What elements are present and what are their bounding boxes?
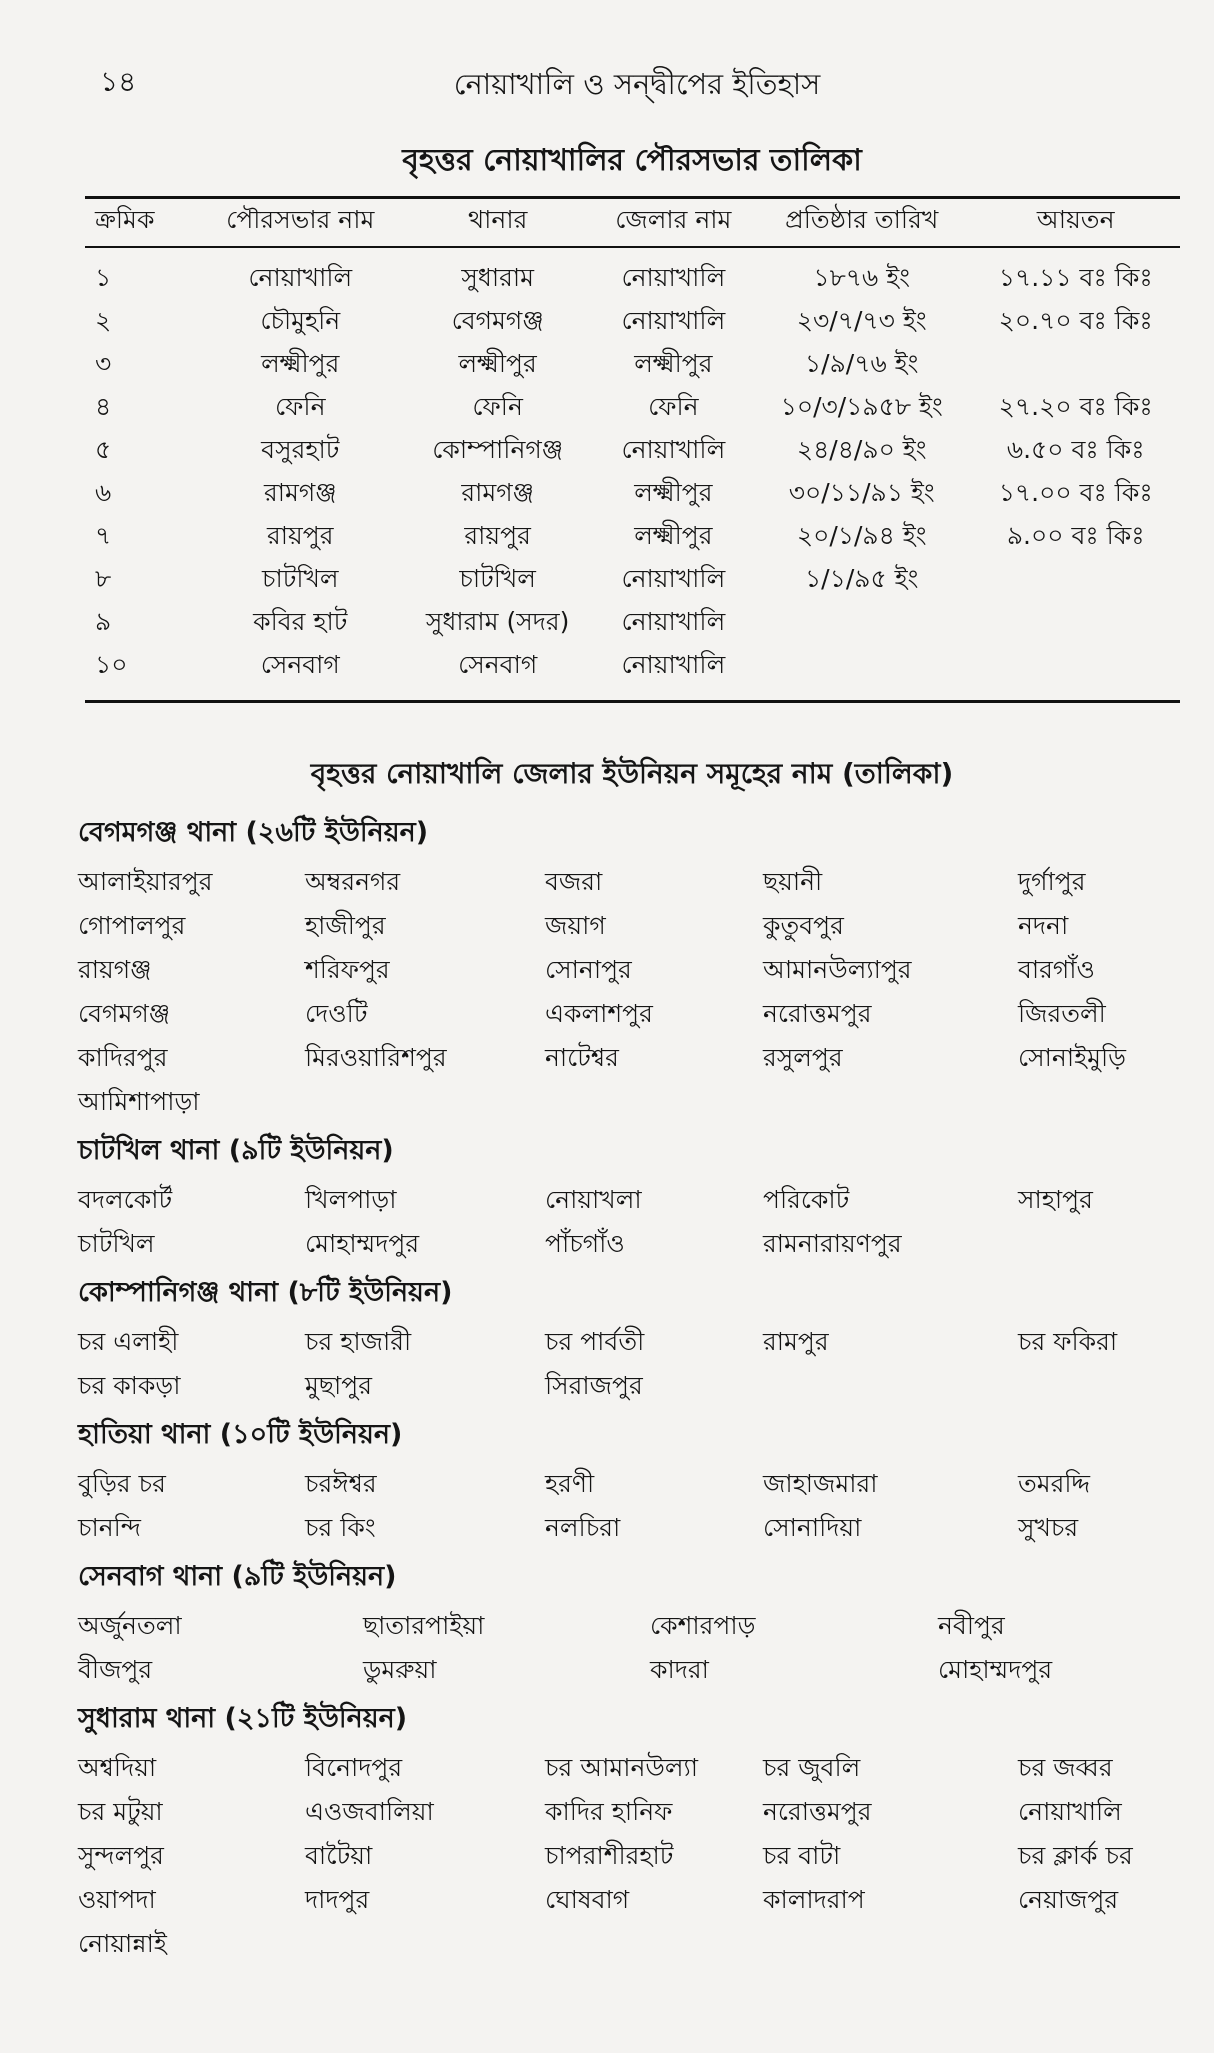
union-name: চর কিং: [305, 1513, 376, 1542]
table-cell: ৬.৫০ বঃ কিঃ: [1006, 435, 1145, 464]
union-name: বাটৈয়া: [305, 1841, 373, 1870]
union-row: [78, 1920, 1188, 1964]
table-bottom-rule: [85, 700, 1180, 703]
union-name: রায়গঞ্জ: [78, 955, 152, 984]
union-name: নরোত্তমপুর: [763, 1797, 872, 1826]
table-cell: নোয়াখালি: [621, 564, 726, 593]
table-cell: [971, 602, 1180, 645]
union-name: চানন্দি: [78, 1513, 141, 1542]
union-name: শরিফপুর: [305, 955, 390, 984]
union-name: ছাতারপাইয়া: [363, 1611, 485, 1640]
union-name: আমিশাপাড়া: [78, 1087, 200, 1116]
table-cell: কোম্পানিগঞ্জ: [432, 435, 564, 464]
union-name: নলচিরা: [545, 1513, 621, 1542]
table-row: [85, 301, 1180, 344]
table-row: [85, 645, 1180, 688]
union-row: [78, 1788, 1188, 1832]
table-cell: ১০: [95, 650, 128, 679]
table-cell: ৪: [95, 392, 112, 421]
table-cell: সেনবাগ: [260, 650, 340, 679]
union-name: আমানউল্যাপুর: [763, 955, 912, 984]
union-name: গোপালপুর: [78, 911, 186, 940]
table-cell: কবির হাট: [253, 607, 348, 636]
table-cell: সুধারাম: [461, 263, 534, 292]
column-header: জেলার নাম: [615, 204, 732, 234]
union-name: নবীপুর: [938, 1611, 1005, 1640]
union-name: সুন্দলপুর: [78, 1841, 164, 1870]
table-cell: ফেনি: [472, 392, 523, 421]
table-cell: নোয়াখালি: [621, 435, 726, 464]
union-name: চরঈশ্বর: [305, 1469, 377, 1498]
union-name: বেগমগঞ্জ: [78, 999, 171, 1028]
table-cell: [971, 559, 1180, 602]
union-name: নেয়াজপুর: [1018, 1885, 1119, 1914]
union-name: সিরাজপুর: [545, 1371, 643, 1400]
union-name: চর এলাহী: [78, 1327, 179, 1356]
union-name: বারগাঁও: [1018, 955, 1095, 984]
union-name: চর পার্বতী: [545, 1327, 645, 1356]
thana-heading: কোম্পানিগঞ্জ থানা (৮টি ইউনিয়ন): [78, 1277, 453, 1308]
union-name: অম্বরনগর: [305, 867, 401, 896]
thana-section: [78, 1268, 1188, 1406]
table-cell: সুধারাম (সদর): [425, 607, 570, 636]
table-cell: ৯: [95, 607, 112, 636]
table-cell: নোয়াখালি: [621, 306, 726, 335]
table-cell: নোয়াখালি: [248, 263, 353, 292]
union-name: দেওটি: [305, 999, 368, 1028]
union-name: সোনাদিয়া: [763, 1513, 862, 1542]
union-name: তমরদ্দি: [1018, 1469, 1091, 1498]
union-name: বীজপুর: [78, 1655, 153, 1684]
union-list-title: বৃহত্তর নোয়াখালি জেলার ইউনিয়ন সমূহের নাম (তালিকা): [310, 757, 954, 790]
union-row: [78, 1504, 1188, 1548]
union-name: ডুমরুয়া: [363, 1655, 437, 1684]
union-name: মুছাপুর: [305, 1371, 373, 1400]
union-row: [78, 1220, 1188, 1264]
union-row: [78, 946, 1188, 990]
union-name: চর ফকিরা: [1018, 1327, 1118, 1356]
union-name: নোয়াখালি: [1018, 1797, 1122, 1826]
union-name: কাদরা: [650, 1655, 709, 1684]
union-row: [78, 1646, 1188, 1690]
table-row: [85, 344, 1180, 387]
thana-section: [78, 1126, 1188, 1264]
thana-heading: সেনবাগ থানা (৯টি ইউনিয়ন): [78, 1561, 397, 1592]
table-cell: ৩০/১১/৯১ ইং: [788, 478, 935, 507]
union-name: চর ক্লার্ক চর: [1018, 1841, 1133, 1870]
table-cell: ২৭.২০ বঃ কিঃ: [998, 392, 1153, 421]
table-cell: সেনবাগ: [458, 650, 538, 679]
thana-heading: বেগমগঞ্জ থানা (২৬টি ইউনিয়ন): [78, 817, 429, 848]
union-name: সোনাপুর: [545, 955, 632, 984]
table-cell: ২: [95, 306, 112, 335]
union-row: [78, 1176, 1188, 1220]
union-name: কালাদরাপ: [763, 1885, 865, 1914]
table-cell: ২০.৭০ বঃ কিঃ: [998, 306, 1153, 335]
table-cell: রামগঞ্জ: [263, 478, 337, 507]
union-name: একলাশপুর: [545, 999, 653, 1028]
union-name: নাটেশ্বর: [545, 1043, 619, 1072]
union-row: [78, 990, 1188, 1034]
union-name: ঘোষবাগ: [545, 1885, 630, 1914]
union-name: নোয়াখলা: [545, 1185, 642, 1214]
thana-heading: চাটখিল থানা (৯টি ইউনিয়ন): [78, 1135, 394, 1166]
union-row: [78, 1078, 1188, 1122]
table-row: [85, 516, 1180, 559]
union-name: সোনাইমুড়ি: [1018, 1043, 1126, 1072]
table-cell: লক্ষ্মীপুর: [634, 349, 713, 378]
table-cell: ২৩/৭/৭৩ ইং: [796, 306, 927, 335]
table-cell: রামগঞ্জ: [461, 478, 534, 507]
union-name: বজরা: [545, 867, 603, 896]
table-cell: লক্ষ্মীপুর: [634, 521, 713, 550]
table-header-row: [85, 196, 1180, 246]
union-row: [78, 1602, 1188, 1646]
union-row: [78, 1362, 1188, 1406]
column-header: আয়তন: [1036, 204, 1115, 234]
union-name: চর হাজারী: [305, 1327, 412, 1356]
table-cell: [971, 645, 1180, 688]
table-row: [85, 430, 1180, 473]
union-row: [78, 1034, 1188, 1078]
table-cell: ১৭.১১ বঃ কিঃ: [998, 263, 1153, 292]
thana-section: [78, 1552, 1188, 1690]
union-name: মোহাম্মদপুর: [938, 1655, 1053, 1684]
union-name: হাজীপুর: [305, 911, 386, 940]
union-name: বুড়ির চর: [78, 1469, 166, 1498]
union-name: খিলপাড়া: [305, 1185, 397, 1214]
table-cell: ১/৯/৭৬ ইং: [804, 349, 919, 378]
table-row: [85, 559, 1180, 602]
municipality-table: [85, 196, 1180, 688]
table-cell: লক্ষ্মীপুর: [458, 349, 537, 378]
table-cell: ১৭.০০ বঃ কিঃ: [998, 478, 1153, 507]
table-cell: চৌমুহনি: [260, 306, 341, 335]
table-cell: ফেনি: [648, 392, 699, 421]
thana-section: [78, 808, 1188, 1122]
union-row: [78, 1876, 1188, 1920]
union-name: চর আমানউল্যা: [545, 1753, 699, 1782]
municipality-table-title: বৃহত্তর নোয়াখালির পৌরসভার তালিকা: [402, 143, 862, 178]
table-cell: ১/১/৯৫ ইং: [804, 564, 919, 593]
table-cell: লক্ষ্মীপুর: [261, 349, 340, 378]
union-name: নদনা: [1018, 911, 1069, 940]
union-name: চর জব্বর: [1018, 1753, 1113, 1782]
union-name: নরোত্তমপুর: [763, 999, 872, 1028]
table-row: [85, 258, 1180, 301]
union-name: জাহাজমারা: [763, 1469, 878, 1498]
union-name: কুতুবপুর: [763, 911, 844, 940]
table-cell: নোয়াখালি: [621, 607, 726, 636]
page-number: ১৪: [100, 65, 137, 98]
table-cell: ৯.০০ বঃ কিঃ: [1006, 521, 1145, 550]
union-name: পাঁচগাঁও: [545, 1229, 625, 1258]
union-name: অশ্বদিয়া: [78, 1753, 157, 1782]
table-cell: ফেনি: [275, 392, 326, 421]
thana-heading: হাতিয়া থানা (১০টি ইউনিয়ন): [78, 1419, 403, 1450]
union-name: জয়াগ: [545, 911, 606, 940]
union-row: [78, 1460, 1188, 1504]
thana-heading: সুধারাম থানা (২১টি ইউনিয়ন): [78, 1703, 408, 1734]
table-cell: ১০/৩/১৯৫৮ ইং: [780, 392, 943, 421]
table-cell: [752, 645, 972, 688]
union-row: [78, 1744, 1188, 1788]
union-name: বিনোদপুর: [305, 1753, 403, 1782]
running-head: নোয়াখালি ও সন্দ্বীপের ইতিহাস: [453, 67, 821, 101]
union-name: বদলকোর্ট: [78, 1185, 173, 1214]
table-row: [85, 602, 1180, 645]
union-name: নোয়ান্নাই: [78, 1929, 167, 1958]
column-header: ক্রমিক: [95, 204, 155, 234]
union-name: রসুলপুর: [763, 1043, 843, 1072]
union-row: [78, 1318, 1188, 1362]
union-name: আলাইয়ারপুর: [78, 867, 213, 896]
union-sections: [78, 808, 1188, 1968]
table-cell: চাটখিল: [459, 564, 536, 593]
union-name: চর কাকড়া: [78, 1371, 181, 1400]
table-cell: লক্ষ্মীপুর: [634, 478, 713, 507]
union-row: [78, 1832, 1188, 1876]
table-cell: ৫: [95, 435, 112, 464]
table-cell: ১৮৭৬ ইং: [813, 263, 911, 292]
table-cell: ৬: [95, 478, 112, 507]
table-cell: চাটখিল: [261, 564, 339, 593]
union-name: চর জুবলি: [763, 1753, 861, 1782]
table-cell: [752, 602, 972, 645]
table-cell: রায়পুর: [267, 521, 334, 550]
union-name: চাপরাশীরহাট: [545, 1841, 674, 1870]
union-name: ওয়াপদা: [78, 1885, 156, 1914]
union-name: জিরতলী: [1018, 999, 1106, 1028]
union-name: কাদির হানিফ: [545, 1797, 673, 1826]
table-cell: [971, 344, 1180, 387]
column-header: পৌরসভার নাম: [226, 204, 375, 234]
union-name: চর বাটা: [763, 1841, 841, 1870]
table-cell: রায়পুর: [464, 521, 531, 550]
table-cell: নোয়াখালি: [621, 263, 726, 292]
union-name: মিরওয়ারিশপুর: [305, 1043, 447, 1072]
table-row: [85, 387, 1180, 430]
table-cell: বসুরহাট: [261, 435, 340, 464]
table-cell: ১: [95, 263, 112, 292]
union-name: কেশারপাড়: [650, 1611, 756, 1640]
union-name: ছয়ানী: [763, 867, 823, 896]
table-cell: ৮: [95, 564, 112, 593]
table-cell: নোয়াখালি: [621, 650, 726, 679]
table-cell: ২৪/৪/৯০ ইং: [796, 435, 927, 464]
union-name: চর মটুয়া: [78, 1797, 163, 1826]
union-name: সাহাপুর: [1018, 1185, 1093, 1214]
table-row: [85, 473, 1180, 516]
union-name: মোহাম্মদপুর: [305, 1229, 420, 1258]
thana-section: [78, 1410, 1188, 1548]
table-cell: বেগমগঞ্জ: [451, 306, 544, 335]
column-header: থানার: [467, 204, 528, 234]
union-name: অর্জুনতলা: [78, 1611, 182, 1640]
union-name: কাদিরপুর: [78, 1043, 168, 1072]
table-cell: ২০/১/৯৪ ইং: [796, 521, 927, 550]
table-cell: ৭: [95, 521, 112, 550]
union-row: [78, 902, 1188, 946]
union-name: সুখচর: [1018, 1513, 1079, 1542]
thana-section: [78, 1694, 1188, 1964]
union-name: দুর্গাপুর: [1018, 867, 1086, 896]
union-name: হরণী: [545, 1469, 595, 1498]
union-name: রামপুর: [763, 1327, 829, 1356]
union-row: [78, 858, 1188, 902]
union-name: চাটখিল: [78, 1229, 155, 1258]
union-name: এওজবালিয়া: [305, 1797, 434, 1826]
union-name: দাদপুর: [305, 1885, 370, 1914]
column-header: প্রতিষ্ঠার তারিখ: [785, 204, 939, 234]
union-name: রামনারায়ণপুর: [763, 1229, 902, 1258]
union-name: পরিকোট: [763, 1185, 850, 1214]
table-cell: ৩: [95, 349, 112, 378]
